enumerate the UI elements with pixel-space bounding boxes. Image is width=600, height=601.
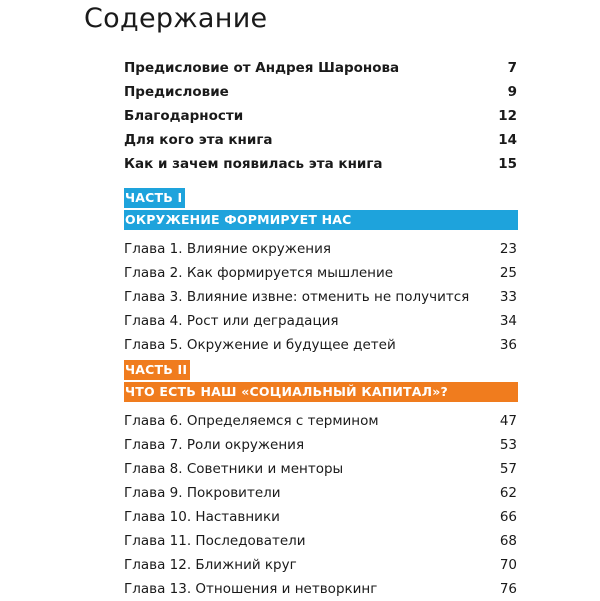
toc-part-2: [124, 359, 517, 601]
toc-entry-page: 14: [498, 132, 517, 148]
toc-front-matter: [124, 56, 517, 176]
toc-entry-label: Для кого эта книга: [124, 132, 273, 148]
toc-entry-page: 15: [498, 156, 517, 172]
toc-entry[interactable]: [124, 104, 517, 128]
toc-entry[interactable]: [124, 237, 517, 261]
toc-entry-label: Глава 2. Как формируется мышление: [124, 265, 394, 281]
toc-entry[interactable]: [124, 261, 517, 285]
toc-entry-page: 7: [507, 60, 517, 76]
toc-entry-label: Благодарности: [124, 108, 244, 124]
toc-entry-page: 23: [499, 241, 517, 257]
toc-entry-label: Глава 1. Влияние окружения: [124, 241, 331, 257]
toc-entry-page: 36: [499, 337, 517, 353]
toc-entry-label: Глава 10. Наставники: [124, 509, 280, 525]
toc-entry-label: Как и зачем появилась эта книга: [124, 156, 383, 172]
toc-entry[interactable]: [124, 553, 517, 577]
toc-entry[interactable]: [124, 128, 517, 152]
toc-entry-label: Глава 4. Рост или деградация: [124, 313, 339, 329]
part-2-title: ЧТО ЕСТЬ НАШ «СОЦИАЛЬНЫЙ КАПИТАЛ»?: [124, 382, 518, 402]
toc-entry[interactable]: [124, 80, 517, 104]
toc-entry-label: Предисловие: [124, 84, 229, 100]
toc-entry-label: Глава 3. Влияние извне: отменить не получится: [124, 289, 470, 305]
part-1-title: ОКРУЖЕНИЕ ФОРМИРУЕТ НАС: [124, 210, 518, 230]
toc-entry-page: 47: [499, 413, 517, 429]
toc-entry-page: 25: [499, 265, 517, 281]
toc-entry[interactable]: [124, 56, 517, 80]
toc-entry[interactable]: [124, 409, 517, 433]
toc-entry-page: 68: [499, 533, 517, 549]
toc-entry[interactable]: [124, 481, 517, 505]
toc-part-1: [124, 187, 517, 357]
toc-entry[interactable]: [124, 333, 517, 357]
page-title: Содержание: [84, 3, 268, 34]
toc-entry-label: Глава 12. Ближний круг: [124, 557, 297, 573]
toc-entry[interactable]: [124, 529, 517, 553]
toc-entry-page: 12: [498, 108, 517, 124]
toc-entry-page: 9: [507, 84, 517, 100]
toc-entry[interactable]: [124, 505, 517, 529]
toc-entry-label: Глава 9. Покровители: [124, 485, 281, 501]
toc-entry[interactable]: [124, 577, 517, 601]
toc-entry-page: 62: [499, 485, 517, 501]
toc-entry[interactable]: [124, 152, 517, 176]
toc-entry-label: Глава 13. Отношения и нетворкинг: [124, 581, 378, 597]
toc-entry-label: Глава 7. Роли окружения: [124, 437, 305, 453]
part-2-number: ЧАСТЬ II: [124, 360, 190, 380]
toc-entry-page: 70: [499, 557, 517, 573]
toc-entry-page: 34: [499, 313, 517, 329]
toc-entry[interactable]: [124, 285, 517, 309]
toc-entry[interactable]: [124, 309, 517, 333]
toc-entry-label: Глава 8. Советники и менторы: [124, 461, 344, 477]
toc-entry[interactable]: [124, 457, 517, 481]
toc-entry-page: 33: [499, 289, 517, 305]
part-1-number: ЧАСТЬ I: [124, 188, 185, 208]
toc-entry-label: Глава 11. Последователи: [124, 533, 306, 549]
toc-entry-label: Глава 5. Окружение и будущее детей: [124, 337, 396, 353]
toc-entry-label: Глава 6. Определяемся с термином: [124, 413, 379, 429]
toc-entry-label: Предисловие от Андрея Шаронова: [124, 60, 400, 76]
toc-entry-page: 53: [499, 437, 517, 453]
toc-entry-page: 66: [499, 509, 517, 525]
toc-entry[interactable]: [124, 433, 517, 457]
toc-entry-page: 57: [499, 461, 517, 477]
toc-entry-page: 76: [499, 581, 517, 597]
